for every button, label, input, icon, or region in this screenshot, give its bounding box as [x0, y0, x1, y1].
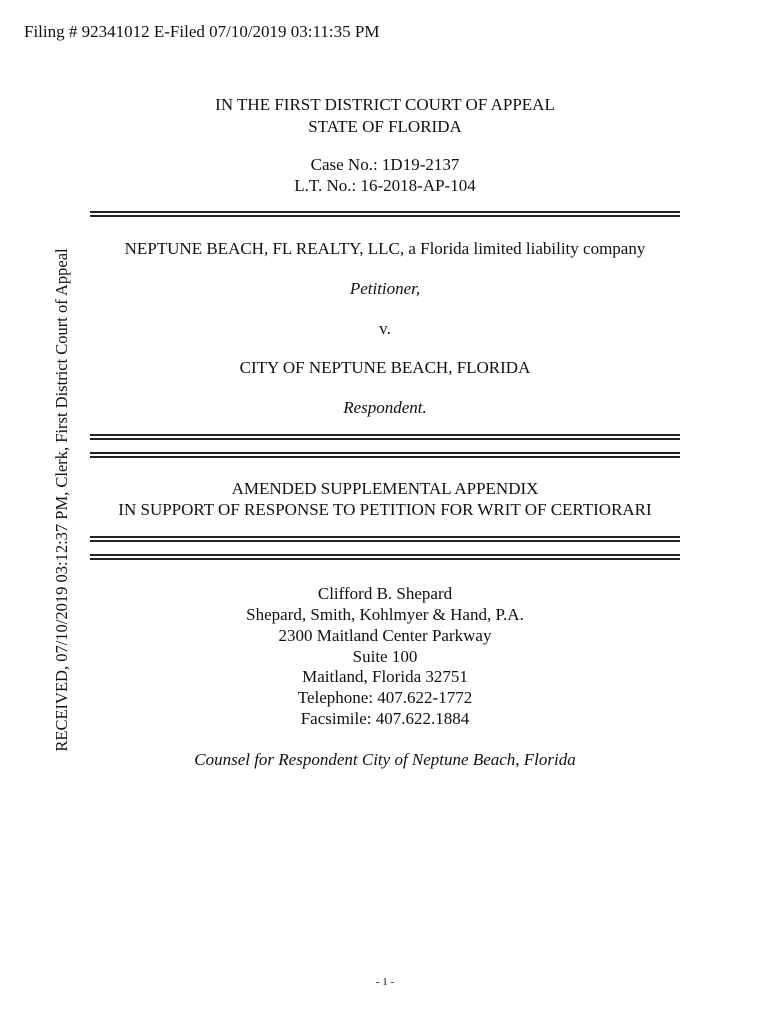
divider-rule	[90, 215, 680, 217]
counsel-facsimile: Facsimile: 407.622.1884	[300, 709, 470, 728]
divider-rule	[90, 536, 680, 538]
document-subtitle: IN SUPPORT OF RESPONSE TO PETITION FOR WRIT OF CERTIORARI	[118, 500, 652, 519]
lower-tribunal-number: L.T. No.: 16-2018-AP-104	[294, 176, 476, 195]
counsel-street: 2300 Maitland Center Parkway	[278, 626, 492, 645]
petitioner-label: Petitioner,	[349, 279, 421, 298]
counsel-suite: Suite 100	[352, 647, 418, 666]
court-name: IN THE FIRST DISTRICT COURT OF APPEAL	[215, 95, 555, 114]
petitioner-name: NEPTUNE BEACH, FL REALTY, LLC, a Florida limited liability company	[124, 239, 646, 258]
divider-rule	[90, 211, 680, 213]
divider-rule	[90, 456, 680, 458]
divider-rule	[90, 558, 680, 560]
case-number: Case No.: 1D19-2137	[310, 155, 460, 174]
respondent-name: CITY OF NEPTUNE BEACH, FLORIDA	[239, 358, 531, 377]
page-number: - 1 -	[375, 976, 395, 988]
filing-header: Filing # 92341012 E-Filed 07/10/2019 03:11:35 PM	[24, 22, 380, 41]
counsel-name: Clifford B. Shepard	[317, 584, 453, 603]
divider-rule	[90, 434, 680, 436]
counsel-role: Counsel for Respondent City of Neptune Beach, Florida	[194, 750, 576, 769]
versus: v.	[379, 319, 391, 338]
counsel-telephone: Telephone: 407.622-1772	[297, 688, 473, 707]
counsel-firm: Shepard, Smith, Kohlmyer & Hand, P.A.	[246, 605, 524, 624]
respondent-label: Respondent.	[343, 398, 427, 417]
divider-rule	[90, 438, 680, 440]
divider-rule	[90, 554, 680, 556]
divider-rule	[90, 540, 680, 542]
received-stamp: RECEIVED, 07/10/2019 03:12:37 PM, Clerk, First District Court of Appeal	[52, 248, 71, 752]
document-title: AMENDED SUPPLEMENTAL APPENDIX	[231, 479, 539, 498]
divider-rule	[90, 452, 680, 454]
court-state: STATE OF FLORIDA	[308, 117, 462, 136]
counsel-city: Maitland, Florida 32751	[302, 667, 468, 686]
